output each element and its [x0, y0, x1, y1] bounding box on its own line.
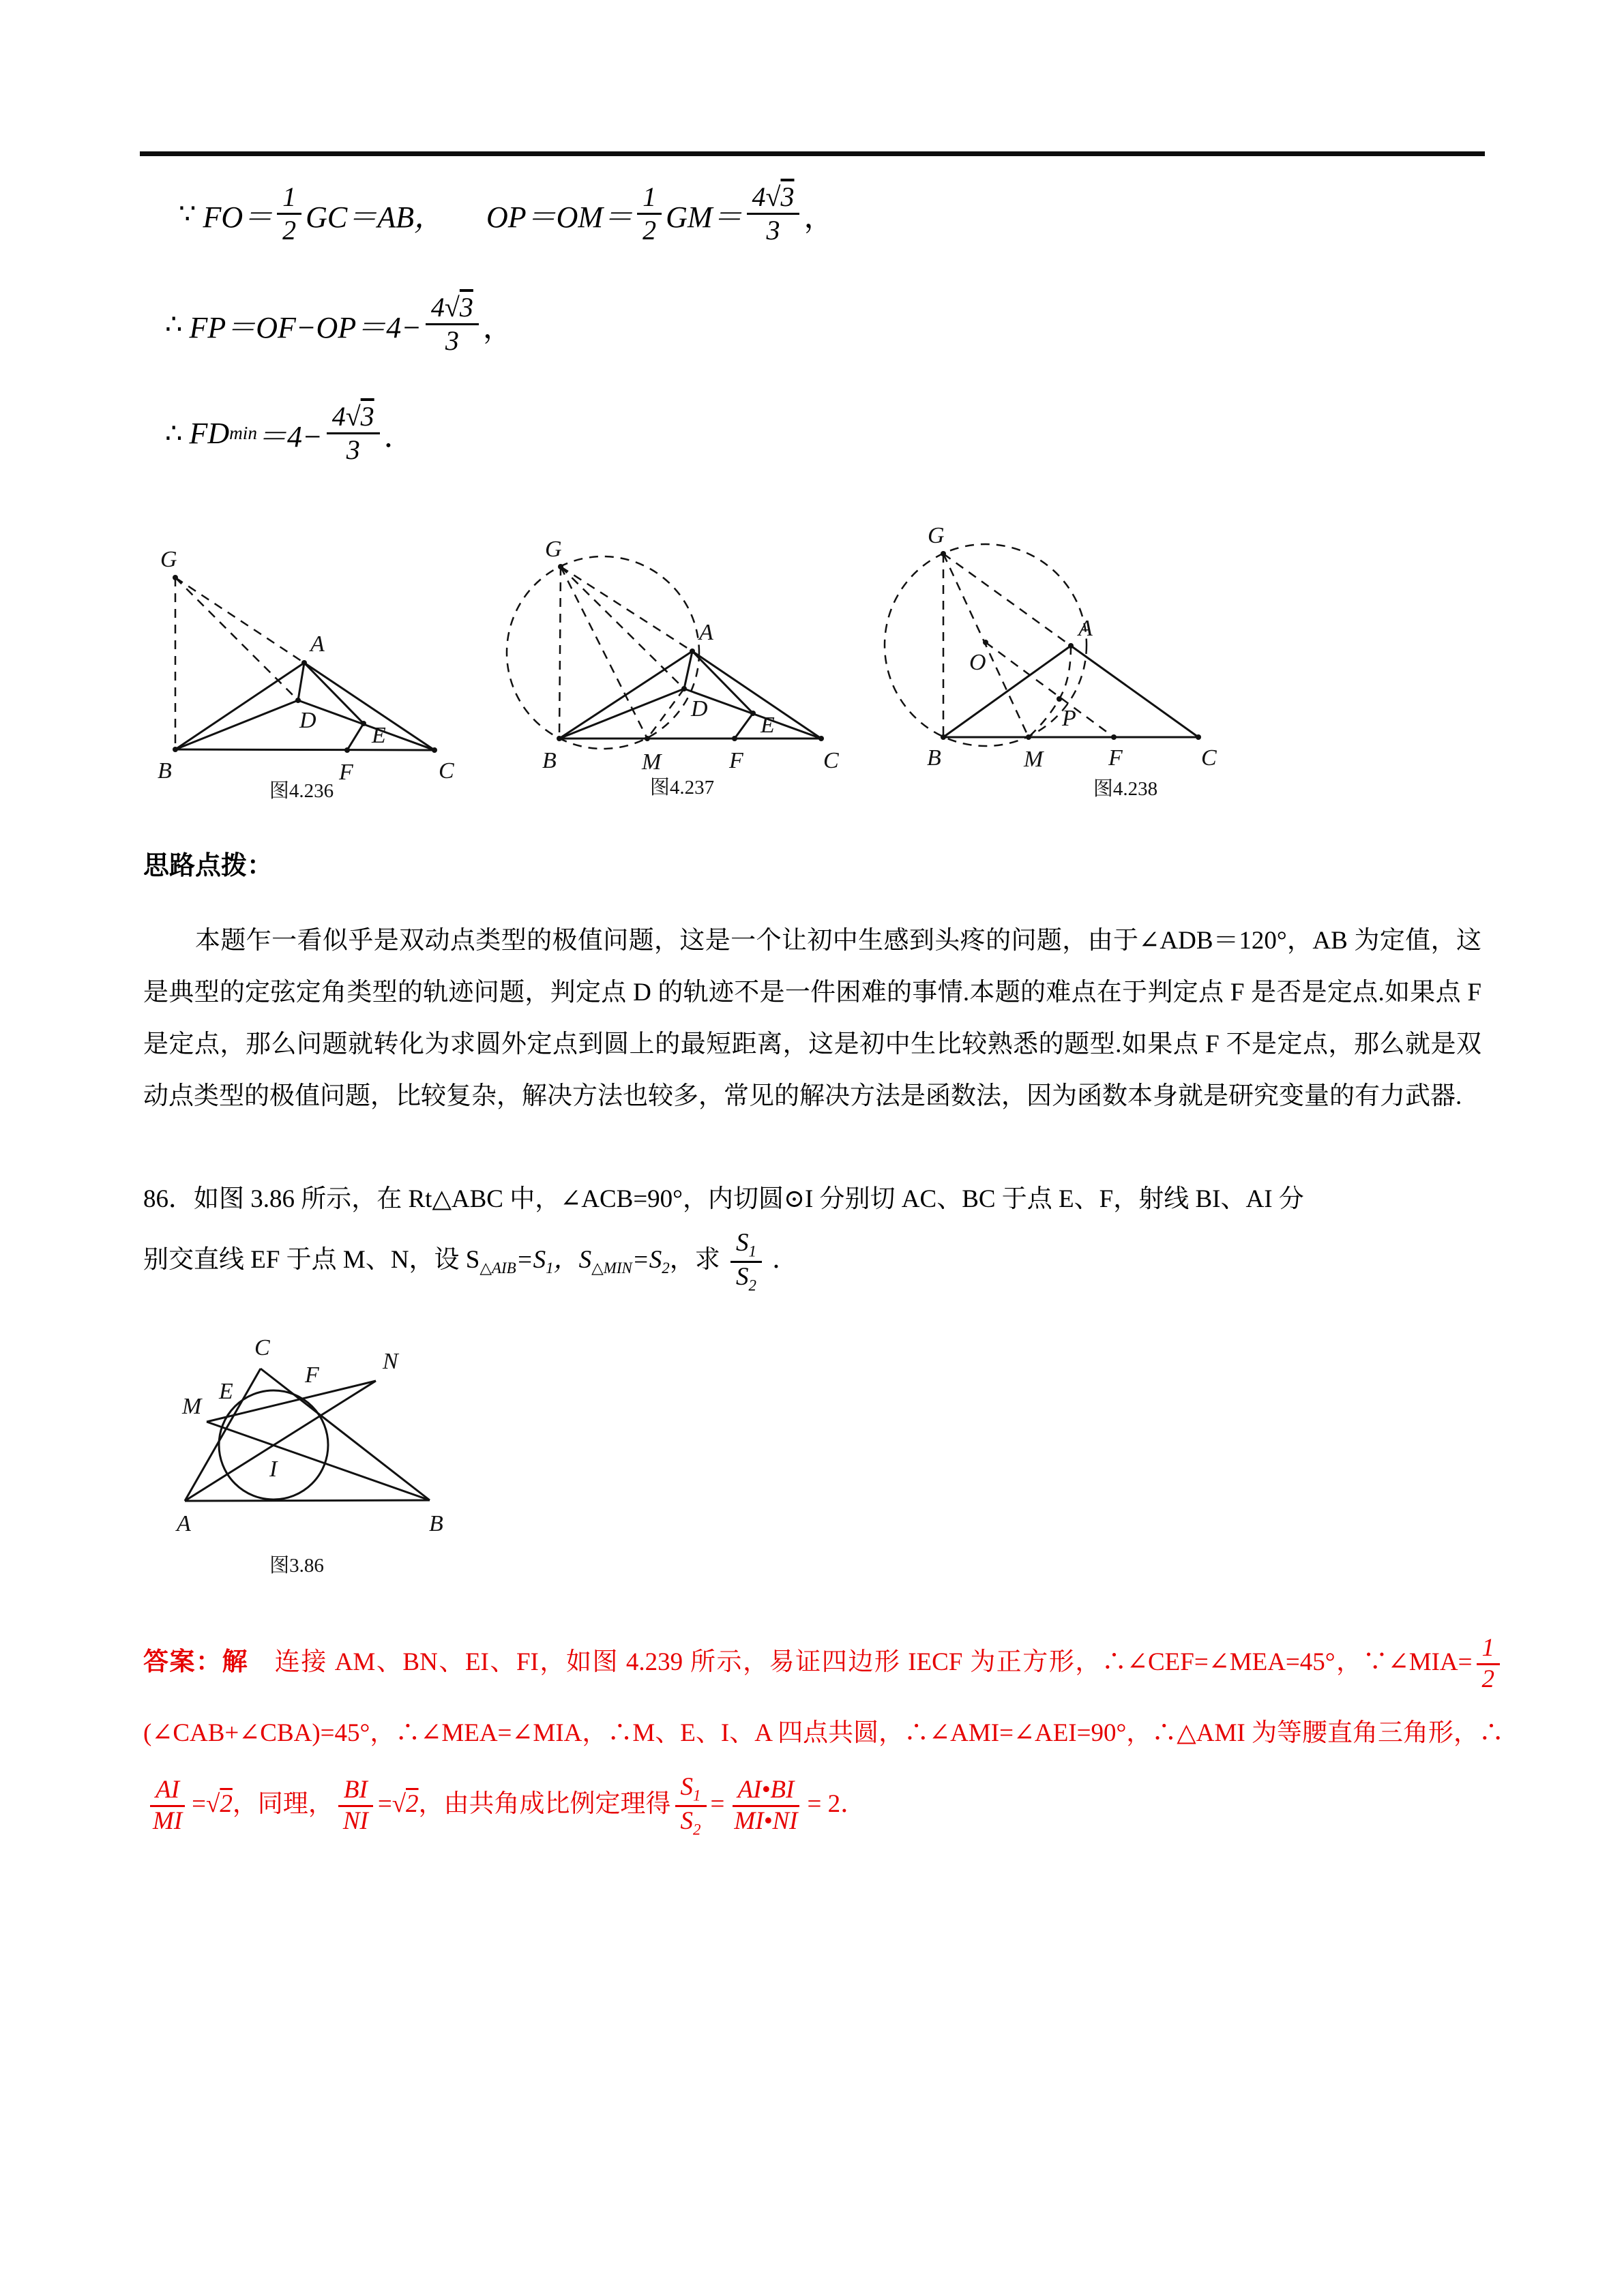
point-label-E: E — [761, 713, 775, 738]
problem-text: ，求 — [669, 1245, 720, 1274]
radicand: 3 — [780, 181, 795, 212]
fraction-numerator: AI•BI — [733, 1776, 800, 1807]
fraction-AIBI-over-MINI — [728, 1776, 803, 1836]
fraction-denominator: MI•NI — [734, 1807, 798, 1836]
point-label-G: G — [545, 537, 562, 562]
fraction-numerator — [730, 1229, 762, 1263]
math-run: FD — [189, 417, 230, 450]
problem-text-line2: 别交直线 EF 于点 M、N，设 S — [143, 1245, 480, 1274]
point-label-E: E — [219, 1379, 233, 1404]
fraction-denominator: 2 — [643, 215, 657, 245]
figure-3-86 — [153, 1326, 542, 1599]
fraction-one-half — [637, 181, 662, 246]
fraction-numerator — [327, 401, 380, 434]
radicand: 3 — [459, 292, 473, 323]
math-run: ，S — [553, 1245, 592, 1274]
figure-caption: 图4.236 — [269, 780, 334, 802]
point-label-F: F — [729, 748, 743, 773]
hints-paragraph: 本题乍一看似乎是双动点类型的极值问题，这是一个让初中生感到头疼的问题，由于∠ADB＝120°，AB 为定值，这是典型的定弦定角类型的轨迹问题，判定点 D 的轨迹不是一件困难的事情.本题的难点在于判定点 F 是否是定点.如果点 F 是定点，那么问题就转化为求圆外定点到圆上的最短距离，这是初中生比较熟悉的题型.如果点 F 不是定点，那么就是双动点类型的极值问题，比较复杂，解决方法也较多，常见的解决方法是函数法，因为函数本身就是研究变量的有力武器. — [143, 927, 1481, 1110]
therefore-symbol: ∴ — [165, 418, 183, 449]
point-label-F: F — [339, 760, 353, 785]
answer-text: = — [710, 1790, 725, 1818]
point-label-P: P — [1062, 706, 1076, 731]
math-run: GC＝AB， — [306, 200, 444, 234]
point-label-C: C — [823, 748, 839, 773]
subscript-1: 1 — [546, 1259, 554, 1277]
fraction-numerator: 1 — [277, 181, 301, 215]
answer-text: 连接 AM、BN、EI、FI，如图 4.239 所示，易证四边形 IECF 为正方形，∴∠CEF=∠MEA=45°， — [248, 1648, 1363, 1676]
point-label-D: D — [299, 708, 316, 733]
radical-sign: √ — [392, 1790, 407, 1818]
fraction-S1-over-S2 — [675, 1773, 707, 1839]
figure-caption: 图4.237 — [649, 777, 715, 799]
radical-coefficient: 4√ — [331, 401, 361, 432]
answer-solve-label: 解 — [222, 1648, 249, 1676]
answer-text: ，同理， — [232, 1790, 334, 1818]
fraction-BI-over-NI — [338, 1776, 374, 1836]
fraction-numerator: 1 — [1477, 1634, 1501, 1665]
point-label-M: M — [1024, 747, 1044, 772]
radicand: 3 — [360, 401, 374, 432]
subscript-min: min — [229, 423, 258, 443]
subscript-2: 2 — [748, 1277, 756, 1294]
point-label-F: F — [1108, 745, 1123, 771]
subscript-MIN: △MIN — [591, 1259, 632, 1277]
fraction-4root3-over-3 — [426, 292, 479, 357]
formula-line-3 — [165, 401, 414, 466]
math-run: =S — [516, 1245, 546, 1274]
fraction-denominator: MI — [153, 1807, 183, 1836]
section-heading-hints: 思路点拨： — [143, 852, 274, 880]
answer-text: ∵∠MIA= — [1362, 1648, 1473, 1676]
point-label-B: B — [542, 748, 557, 773]
answer-text: = — [192, 1790, 207, 1818]
math-run: FO＝ — [203, 200, 274, 234]
point-label-I: I — [269, 1457, 278, 1482]
point-label-O: O — [969, 650, 986, 675]
subscript-1: 1 — [748, 1242, 756, 1260]
point-label-B: B — [927, 745, 941, 771]
point-label-A: A — [699, 620, 713, 645]
point-label-E: E — [372, 723, 386, 748]
fraction-4root3-over-3 — [327, 401, 380, 466]
figure-4-236 — [140, 522, 535, 801]
figure-caption: 图3.86 — [269, 1555, 324, 1577]
fraction-one-half — [1477, 1634, 1501, 1694]
point-label-M: M — [642, 749, 662, 775]
answer-text: ，由共角成比例定理得 — [418, 1790, 671, 1818]
fraction-one-half — [277, 181, 301, 246]
fraction-numerator: BI — [338, 1776, 373, 1807]
figure-4-237 — [522, 518, 883, 798]
punctuation: ． — [772, 1245, 798, 1274]
figure-caption: 图4.238 — [1093, 778, 1158, 800]
figure-4-238 — [897, 511, 1361, 811]
fraction-AI-over-MI — [147, 1776, 188, 1836]
radicand: 2 — [406, 1790, 419, 1818]
math-run: FP＝OF−OP＝4− — [189, 310, 422, 344]
fraction-numerator: 1 — [637, 181, 662, 215]
fraction-numerator — [747, 181, 800, 215]
radical-coefficient: 4√ — [430, 292, 460, 323]
radical-coefficient: 4√ — [752, 181, 781, 212]
point-label-C: C — [254, 1335, 270, 1360]
point-label-A: A — [310, 631, 325, 657]
math-run: S — [736, 1229, 749, 1257]
point-label-A: A — [177, 1511, 191, 1536]
math-run: ＝4− — [257, 419, 323, 453]
fraction-denominator — [675, 1807, 707, 1839]
subscript-2: 2 — [693, 1821, 701, 1838]
point-label-B: B — [429, 1511, 443, 1536]
solid-triangle-lines — [175, 663, 434, 750]
math-run: S — [680, 1773, 694, 1802]
point-label-F: F — [305, 1362, 319, 1388]
point-label-C: C — [439, 758, 454, 784]
fraction-S1-over-S2 — [730, 1229, 762, 1295]
answer-text: ∴△AMI 为等腰直角三角形，∴ — [1151, 1719, 1504, 1747]
therefore-symbol: ∴ — [165, 309, 183, 340]
formula-line-1 — [179, 181, 833, 246]
subscript-2: 2 — [662, 1259, 670, 1277]
point-label-G: G — [160, 547, 177, 572]
math-run: S — [736, 1262, 749, 1291]
math-run: OP＝OM＝ — [486, 200, 634, 234]
fraction-denominator: 3 — [346, 434, 360, 465]
problem-86 — [143, 1170, 1494, 1298]
fraction-denominator: 3 — [766, 215, 780, 245]
fraction-numerator — [426, 292, 479, 325]
point-label-C: C — [1201, 745, 1217, 771]
point-label-B: B — [158, 758, 172, 784]
math-run: =S — [632, 1245, 662, 1274]
point-label-A: A — [1078, 616, 1093, 641]
answer-text: (∠CAB+∠CBA)=45°，∴∠MEA=∠MIA，∴M、E、I、A 四点共圆，∴∠AMI=∠AEI=90°， — [143, 1719, 1152, 1747]
formula-line-2 — [165, 292, 513, 357]
subscript-1: 1 — [693, 1787, 701, 1804]
fraction-denominator — [730, 1263, 762, 1295]
point-label-D: D — [691, 696, 708, 721]
fraction-numerator — [675, 1773, 707, 1807]
math-run: GM＝ — [666, 200, 743, 234]
punctuation: ， — [803, 200, 834, 234]
dashed-construction-lines — [943, 554, 1114, 737]
radicand: 2 — [220, 1790, 233, 1818]
fraction-denominator: 3 — [445, 325, 459, 356]
radical-sign: √ — [206, 1790, 220, 1818]
solid-triangle-lines — [559, 651, 821, 739]
point-label-G: G — [928, 523, 945, 548]
fraction-numerator: AI — [150, 1776, 185, 1807]
point-label-M: M — [182, 1394, 202, 1419]
answer-prefix: 答案： — [143, 1648, 222, 1676]
fraction-denominator: 2 — [1481, 1665, 1495, 1694]
answer-text: = — [377, 1790, 392, 1818]
header-rule — [140, 151, 1485, 156]
math-run: S — [680, 1807, 694, 1836]
problem-text-line1: 86．如图 3.86 所示，在 Rt△ABC 中，∠ACB=90°，内切圆⊙I 分别切 AC、BC 于点 E、F，射线 BI、AI 分 — [143, 1185, 1304, 1213]
point-label-N: N — [383, 1349, 398, 1374]
punctuation: ． — [383, 419, 414, 453]
answer-text: = 2． — [807, 1790, 866, 1818]
fraction-denominator: 2 — [282, 215, 297, 245]
fraction-4root3-over-3 — [747, 181, 800, 246]
because-symbol: ∵ — [179, 198, 196, 229]
punctuation: ， — [482, 310, 513, 344]
fraction-denominator: NI — [342, 1807, 368, 1836]
dashed-circle-GBMA — [507, 556, 699, 749]
subscript-AIB: △AIB — [479, 1259, 516, 1277]
answer-paragraph — [143, 1627, 1504, 1840]
